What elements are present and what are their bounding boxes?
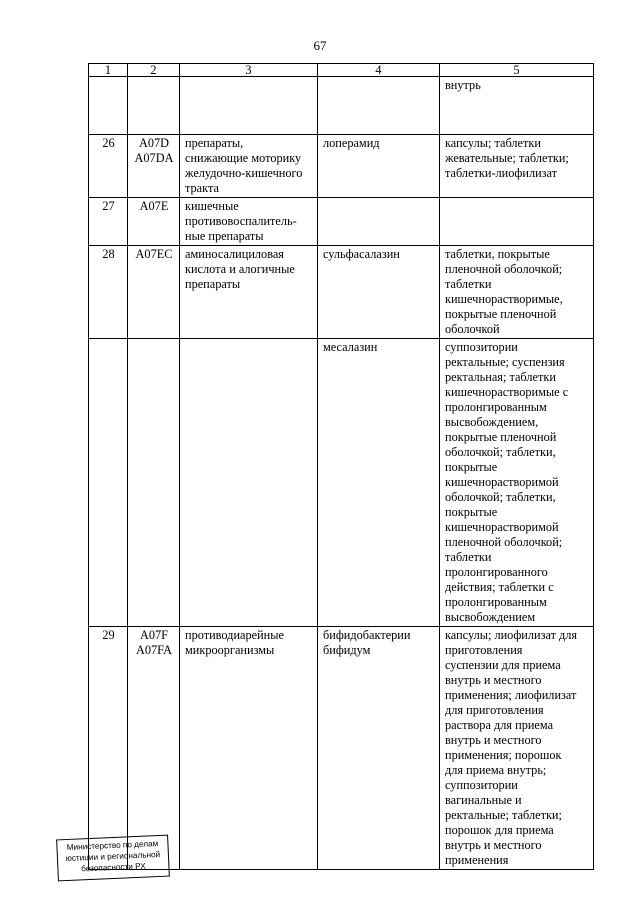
cell-line: сульфасалазин: [323, 247, 400, 261]
group-name-cell: [180, 627, 318, 870]
substance-cell: [318, 627, 440, 870]
cell-line: внутрь и местного: [445, 673, 542, 687]
row-number-cell: [89, 77, 128, 135]
atc-code-cell: [128, 135, 180, 198]
cell-line: капсулы; таблетки: [445, 136, 541, 150]
cell-line: суспензии для приема: [445, 658, 561, 672]
cell-line: таблетки, покрытые: [445, 247, 550, 261]
cell-line: внутрь и местного: [445, 838, 542, 852]
cell-line: суппозитории: [445, 340, 518, 354]
row-number-cell: 26: [89, 135, 128, 198]
cell-line: аминосалициловая: [185, 247, 284, 261]
cell-line: противовоспалитель-: [185, 214, 297, 228]
cell-line: кишечные: [185, 199, 239, 213]
cell-line: A07EC: [135, 247, 173, 261]
cell-line: ректальные; суспензия: [445, 355, 565, 369]
cell-line: месалазин: [323, 340, 378, 354]
cell-line: внутрь: [445, 78, 481, 92]
cell-line: пленочной оболочкой;: [445, 262, 563, 276]
header-cell: 1: [89, 64, 128, 77]
dosage-form-cell: [440, 339, 594, 627]
cell-line: A07FA: [136, 643, 172, 657]
cell-line: оболочкой; таблетки,: [445, 490, 556, 504]
cell-line: A07E: [139, 199, 169, 213]
cell-line: кишечнорастворимой: [445, 475, 559, 489]
cell-line: оболочкой: [445, 322, 500, 336]
cell-line: применения; порошок: [445, 748, 562, 762]
group-name-cell: [180, 339, 318, 627]
table-row: [89, 135, 594, 198]
atc-code-cell: [128, 246, 180, 339]
atc-code-cell: [128, 339, 180, 627]
table-row: [89, 77, 594, 135]
table-row: [89, 339, 594, 627]
dosage-form-cell: [440, 246, 594, 339]
cell-line: применения; лиофилизат: [445, 688, 577, 702]
cell-line: высвобождением,: [445, 415, 539, 429]
cell-line: кишечнорастворимой: [445, 520, 559, 534]
cell-line: таблетки-лиофилизат: [445, 166, 558, 180]
table-header-row: [89, 64, 594, 77]
row-number-cell: [89, 339, 128, 627]
cell-line: покрытые пленочной: [445, 307, 557, 321]
cell-line: микроорганизмы: [185, 643, 275, 657]
substance-cell: [318, 339, 440, 627]
substance-cell: [318, 198, 440, 246]
cell-line: бифидум: [323, 643, 371, 657]
group-name-cell: [180, 135, 318, 198]
cell-line: пролонгированного: [445, 565, 548, 579]
cell-line: желудочно-кишечного: [185, 166, 303, 180]
row-number-cell: 27: [89, 198, 128, 246]
ministry-stamp: [56, 835, 170, 882]
cell-line: ректальная; таблетки: [445, 370, 556, 384]
row-number-cell: 29: [89, 627, 128, 870]
cell-line: таблетки: [445, 550, 492, 564]
cell-line: капсулы; лиофилизат для: [445, 628, 578, 642]
cell-line: пленочной оболочкой;: [445, 535, 563, 549]
cell-line: бифидобактерии: [323, 628, 411, 642]
cell-line: ные препараты: [185, 229, 264, 243]
substance-cell: [318, 246, 440, 339]
cell-line: оболочкой; таблетки,: [445, 445, 556, 459]
dosage-form-cell: [440, 135, 594, 198]
cell-line: таблетки: [445, 277, 492, 291]
cell-line: жевательные; таблетки;: [445, 151, 569, 165]
header-cell: 4: [318, 64, 440, 77]
cell-line: применения: [445, 853, 509, 867]
group-name-cell: [180, 77, 318, 135]
cell-line: для приготовления: [445, 703, 544, 717]
cell-line: лоперамид: [323, 136, 380, 150]
stamp-line: юстиции и региональной: [65, 849, 161, 864]
cell-line: снижающие моторику: [185, 151, 302, 165]
cell-line: покрытые: [445, 460, 498, 474]
atc-code-cell: [128, 627, 180, 870]
page-number: 67: [313, 38, 327, 53]
atc-code-cell: [128, 77, 180, 135]
cell-line: A07D: [138, 136, 170, 150]
stamp-line: Министерство по делам: [66, 839, 159, 853]
stamp-line: безопасности РХ: [80, 861, 146, 874]
cell-line: тракта: [185, 181, 219, 195]
cell-line: кишечнорастворимые,: [445, 292, 563, 306]
cell-line: кислота и алогичные: [185, 262, 295, 276]
table-row: [89, 627, 594, 870]
cell-line: порошок для приема: [445, 823, 554, 837]
drug-registry-table: [88, 63, 594, 870]
cell-line: высвобождением: [445, 610, 536, 624]
group-name-cell: [180, 246, 318, 339]
cell-line: ректальные; таблетки;: [445, 808, 562, 822]
cell-line: раствора для приема: [445, 718, 554, 732]
header-cell: 3: [180, 64, 318, 77]
table-row: [89, 246, 594, 339]
cell-line: A07DA: [134, 151, 174, 165]
cell-line: A07F: [139, 628, 169, 642]
substance-cell: [318, 77, 440, 135]
cell-line: приготовления: [445, 643, 523, 657]
row-number-cell: 28: [89, 246, 128, 339]
cell-line: суппозитории: [445, 778, 518, 792]
substance-cell: [318, 135, 440, 198]
table-row: [89, 198, 594, 246]
header-cell: 2: [128, 64, 180, 77]
cell-line: кишечнорастворимые с: [445, 385, 569, 399]
cell-line: препараты: [185, 277, 241, 291]
cell-line: покрытые: [445, 505, 498, 519]
cell-line: вагинальные и: [445, 793, 522, 807]
cell-line: препараты,: [185, 136, 244, 150]
cell-line: для приема внутрь;: [445, 763, 547, 777]
group-name-cell: [180, 198, 318, 246]
cell-line: пролонгированным: [445, 400, 547, 414]
header-cell: 5: [440, 64, 594, 77]
cell-line: пролонгированным: [445, 595, 547, 609]
cell-line: действия; таблетки с: [445, 580, 554, 594]
dosage-form-cell: [440, 627, 594, 870]
cell-line: внутрь и местного: [445, 733, 542, 747]
dosage-form-cell: [440, 77, 594, 135]
atc-code-cell: [128, 198, 180, 246]
cell-line: противодиарейные: [185, 628, 284, 642]
dosage-form-cell: [440, 198, 594, 246]
cell-line: покрытые пленочной: [445, 430, 557, 444]
